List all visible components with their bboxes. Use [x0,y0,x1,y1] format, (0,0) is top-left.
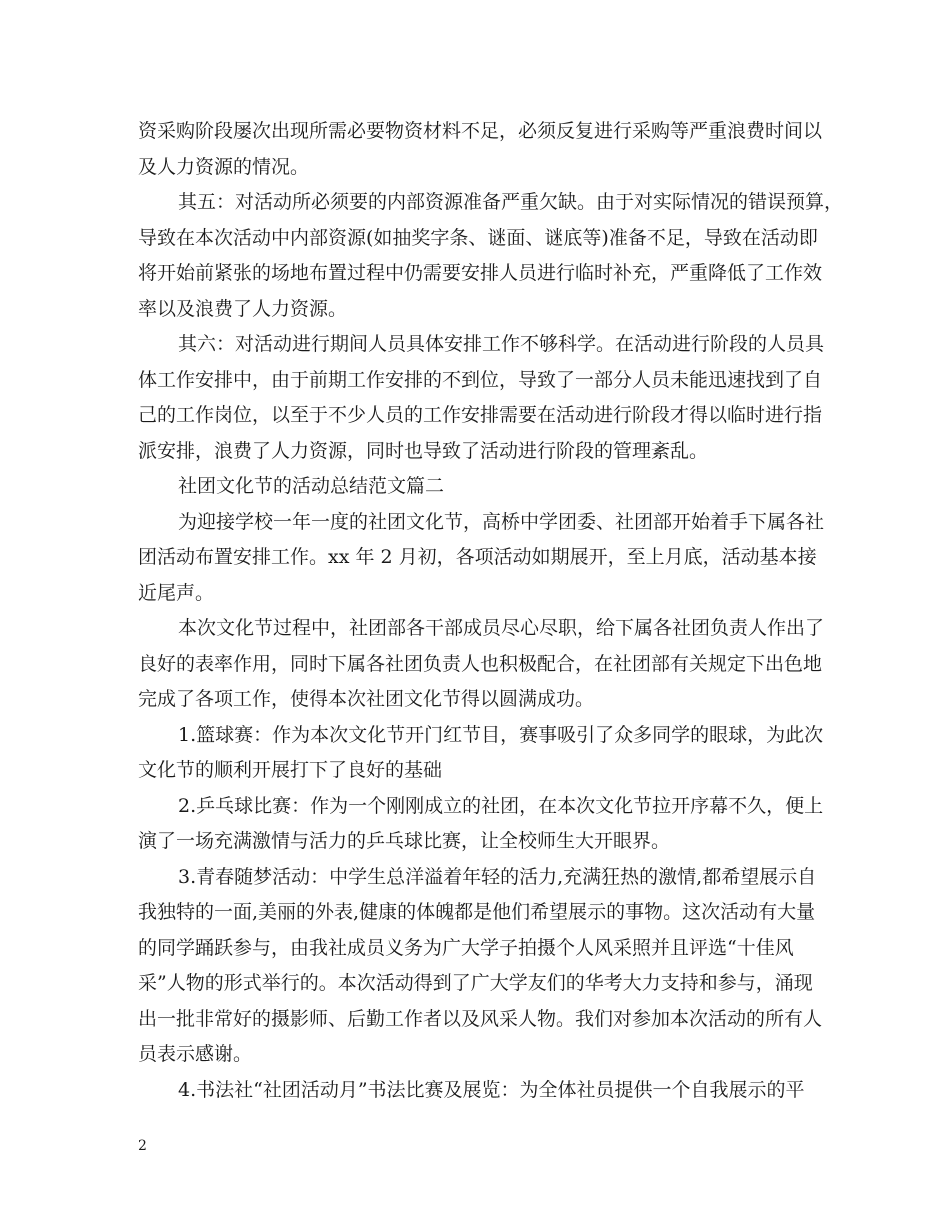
text-line: 团活动布置安排工作。xx 年 2 月初，各项活动如期展开，至上月底，活动基本接 [138,546,817,568]
text-line: 将开始前紧张的场地布置过程中仍需要安排人员进行临时补充，严重降低了工作效 [138,262,823,284]
text-line: 员表示感谢。 [138,1043,253,1065]
paragraph [138,1073,818,1109]
text-line: 其五：对活动所必须要的内部资源准备严重欠缺。由于对实际情况的错误预算， [178,191,844,213]
text-line: 己的工作岗位，以至于不少人员的工作安排需要在活动进行阶段才得以临时进行指 [138,404,823,426]
paragraph [138,789,824,860]
text-line: 采”人物的形式举行的。本次活动得到了广大学友们的华考大力支持和参与，涌现 [138,972,813,994]
paragraph [138,114,823,185]
text-line: 的同学踊跃参与，由我社成员义务为广大学子拍摄个人风采照并且评选“十佳风 [138,936,794,959]
text-line: 文化节的顺利开展打下了良好的基础 [138,759,443,781]
text-line: 1.篮球赛：作为本次文化节开门红节目，赛事吸引了众多同学的眼球，为此次 [178,723,824,746]
text-line: 其六：对活动进行期间人员具体安排工作不够科学。在活动进行阶段的人员具 [178,333,825,355]
text-line: 我独特的一面,美丽的外表,健康的体魄都是他们希望展示的事物。这次活动有大量 [138,901,816,923]
text-line: 本次文化节过程中，社团部各干部成员尽心尽职，给下属各社团负责人作出了 [178,617,825,639]
text-line: 社团文化节的活动总结范文篇二 [178,475,445,497]
text-line: 为迎接学校一年一度的社团文化节，高桥中学团委、社团部开始着手下属各社 [178,510,825,533]
paragraph [138,718,824,789]
text-line: 出一批非常好的摄影师、后勤工作者以及风采人物。我们对参加本次活动的所有人 [138,1007,823,1030]
text-line: 4.书法社“社团活动月”书法比赛及展览：为全体社员提供一个自我展示的平 [178,1078,805,1101]
text-line: 良好的表率作用，同时下属各社团负责人也积极配合，在社团部有关规定下出色地 [138,652,823,675]
paragraph [138,860,823,1073]
paragraph [138,505,825,612]
text-line: 及人力资源的情况。 [138,155,310,178]
text-line: 导致在本次活动中内部资源(如抽奖字条、谜面、谜底等)准备不足，导致在活动即 [138,226,818,249]
paragraph [138,185,844,327]
page-number: 2 [138,1138,147,1154]
text-line: 体工作安排中，由于前期工作安排的不到位，导致了一部分人员未能迅速找到了自 [138,368,823,391]
body-text [138,114,844,1108]
paragraph [138,611,825,718]
text-line: 近尾声。 [138,581,215,604]
text-line: 2.乒乓球比赛：作为一个刚刚成立的社团，在本次文化节拉开序幕不久，便上 [178,794,824,817]
text-line: 完成了各项工作，使得本次社团文化节得以圆满成功。 [138,688,595,710]
text-line: 率以及浪费了人力资源。 [138,297,348,320]
text-line: 派安排，浪费了人力资源，同时也导致了活动进行阶段的管理紊乱。 [138,439,709,462]
text-line: 演了一场充满激情与活力的乒乓球比赛，让全校师生大开眼界。 [138,830,671,852]
section-heading [138,469,818,505]
paragraph [138,327,825,469]
text-line: 3.青春随梦活动：中学生总洋溢着年轻的活力,充满狂热的激情,都希望展示自 [178,865,817,888]
text-line: 资采购阶段屡次出现所需必要物资材料不足，必须反复进行采购等严重浪费时间以 [138,120,823,142]
